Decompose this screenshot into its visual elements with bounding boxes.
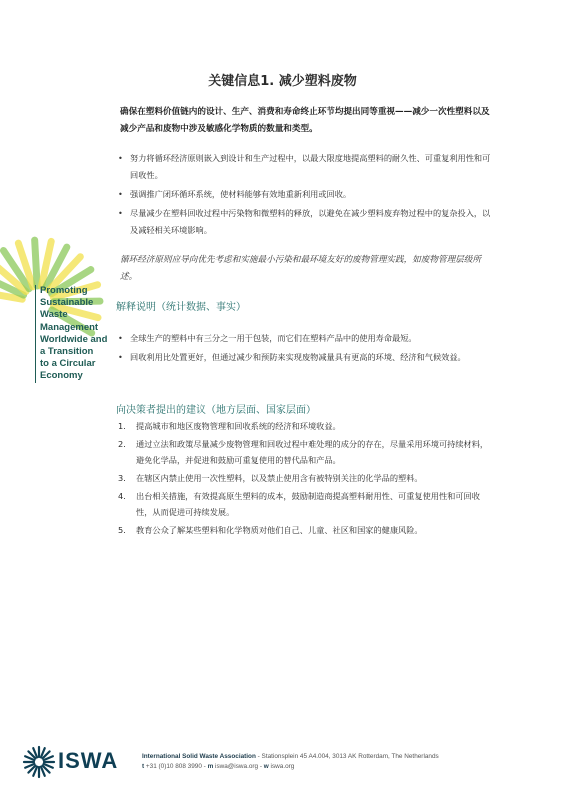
item-number: 5. [118,525,126,535]
item-number: 3. [118,473,126,483]
tagline-line: a Transition [40,346,94,358]
email-label: m [207,763,214,770]
tagline-line: Economy [40,370,83,382]
list-item: • 全球生产的塑料中有三分之一用于包装，而它们在塑料产品中的使用寿命最短。 [116,330,496,347]
web-label: w [263,763,269,770]
explain-heading: 解释说明（统计数据、事实） [116,302,246,313]
phone-label: t [142,763,145,770]
item-number: 1. [118,421,126,431]
list-item: • 尽量减少在塑料回收过程中污染物和微塑料的释放，以避免在减少塑料废弃物过程中的复杂投入，以及减轻相关环境影响。 [116,205,496,239]
key-points-list [116,150,496,241]
org-name: International Solid Waste Association [142,753,256,760]
lead-statement: 确保在塑料价值链内的设计、生产、消费和寿命终止环节均提出同等重视——减少一次性塑料以及减少产品和废物中涉及敏感化学物质的数量和类型。 [120,107,490,134]
iswa-logo-icon [22,745,56,779]
list-item: • 努力将循环经济原则嵌入到设计和生产过程中，以最大限度地提高塑料的耐久性、可重复利用性和可回收性。 [116,150,496,184]
item-text: 通过立法和政策尽量减少废物管理和回收过程中难处理的成分的存在，尽量采用环境可持续材料，避免化学品，并促进和鼓励可重复使用的替代品和产品。 [136,439,489,465]
sidebar-tagline [35,285,125,383]
list-item: • 强调推广闭环循环系统，使材料能够有效地重新利用或回收。 [116,186,496,203]
list-item [116,470,496,486]
item-text: 提高城市和地区废物管理和回收系统的经济和环境收益。 [136,421,341,431]
tagline-line: Promoting [40,285,88,296]
email-link[interactable]: iswa@iswa.org - [213,763,264,770]
org-address: - Stationsplein 45 A4.004, 3013 AK Rotterdam, The Netherlands [255,753,439,760]
web-link[interactable]: iswa.org [268,763,295,770]
phone-number: +31 (0)10 808 3990 - [144,763,208,770]
item-number: 2. [118,439,126,449]
item-text: 出台相关措施，有效提高原生塑料的成本，鼓励制造商提高塑料耐用性、可重复使用性和可回收性，从而促进可持续发展。 [136,491,480,517]
tagline-line: Waste [40,309,68,321]
tagline-line: to a Circular [40,358,96,370]
italic-note: 循环经济原则应导向优先考虑和实施最小污染和最环境友好的废物管理实践，如废物管理层级所述。 [120,255,481,282]
list-item: • 回收利用比处置更好，但通过减少和预防来实现废物减量具有更高的环境、经济和气候效益。 [116,349,496,366]
tagline-line: Management [40,321,99,333]
item-text: 在辖区内禁止使用一次性塑料，以及禁止使用含有被特别关注的化学品的塑料。 [136,473,423,483]
tagline-line: Sustainable [40,297,94,309]
footer-contact [142,752,552,772]
tagline-line: Worldwide and [40,333,108,345]
recommendations-heading: 向决策者提出的建议（地方层面、国家层面） [116,405,316,416]
list-item [116,436,496,468]
page-title: 关键信息1. 减少塑料废物 [208,74,357,89]
list-item [116,418,496,434]
list-item [116,488,496,520]
list-item [116,522,496,538]
iswa-wordmark: ISWA [58,748,119,773]
recommendations-list [116,418,496,540]
item-number: 4. [118,491,126,501]
explain-list [116,330,496,368]
item-text: 教育公众了解某些塑料和化学物质对他们自己、儿童、社区和国家的健康风险。 [136,525,423,535]
